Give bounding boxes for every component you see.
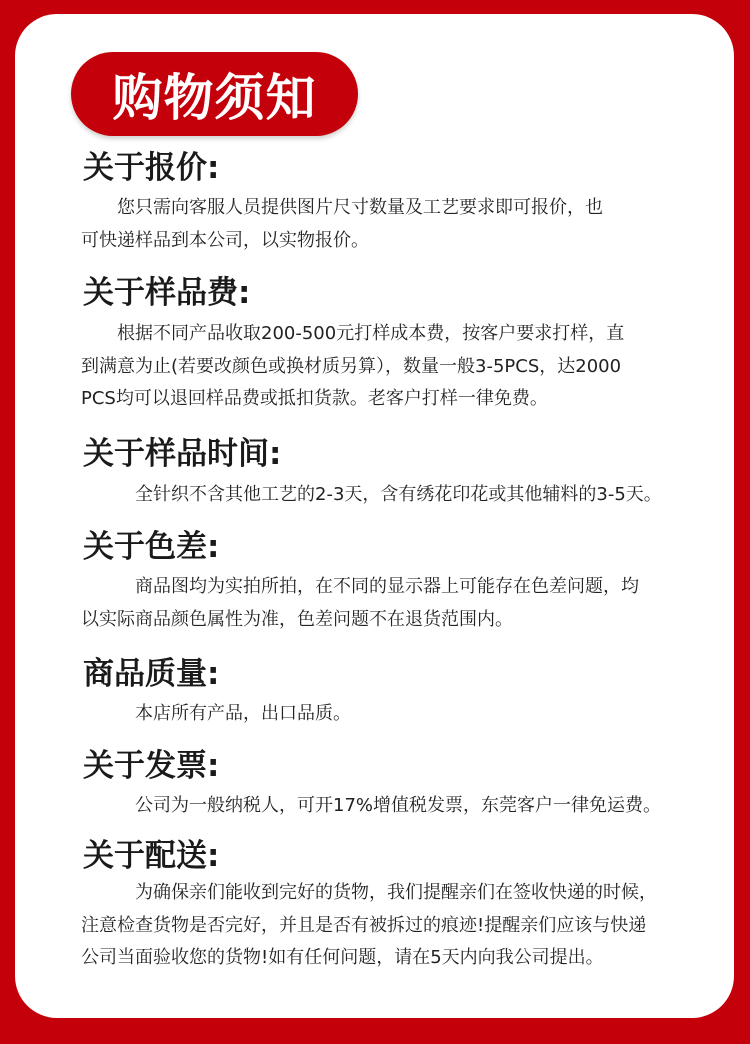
section-body-delivery <box>81 877 711 975</box>
section-body-color-difference <box>81 571 711 636</box>
section-line: 公司为一般纳税人，可开17%增值税发票，东莞客户一律免运费。 <box>81 795 662 816</box>
section-line: 商品图均为实拍所拍，在不同的显示器上可能存在色差问题，均 <box>81 576 639 597</box>
section-heading-quote: 关于报价: <box>83 150 220 186</box>
section-heading-sample-time: 关于样品时间: <box>83 436 282 472</box>
section-line: 根据不同产品收取200-500元打样成本费，按客户要求打样，直 <box>81 323 625 344</box>
section-line: 以实际商品颜色属性为准，色差问题不在退货范围内。 <box>81 608 513 630</box>
section-line: 您只需向客服人员提供图片尺寸数量及工艺要求即可报价，也 <box>81 197 603 218</box>
section-line: 到满意为止(若要改颜色或换材质另算），数量一般3-5PCS，达2000 <box>81 355 622 377</box>
section-heading-quality: 商品质量: <box>83 656 220 692</box>
title-banner <box>71 52 358 136</box>
section-line: 全针织不含其他工艺的2-3天，含有绣花印花或其他辅料的3-5天。 <box>81 484 662 505</box>
page-title: 购物须知 <box>112 69 317 127</box>
section-heading-delivery: 关于配送: <box>83 838 220 874</box>
section-line: PCS均可以退回样品费或抵扣货款。老客户打样一律免费。 <box>81 388 548 409</box>
section-heading-sample-fee: 关于样品费: <box>83 275 251 311</box>
section-heading-invoice: 关于发票: <box>83 748 220 784</box>
section-body-sample-time <box>81 479 711 512</box>
section-line: 公司当面验收您的货物!如有任何问题，请在5天内向我公司提出。 <box>81 947 604 968</box>
section-body-quote <box>81 192 711 257</box>
section-heading-color-difference: 关于色差: <box>83 529 220 565</box>
section-line: 本店所有产品，出口品质。 <box>81 703 351 724</box>
section-body-sample-fee <box>81 318 711 416</box>
section-line: 可快递样品到本公司，以实物报价。 <box>81 229 369 251</box>
section-body-invoice <box>81 790 711 823</box>
section-line: 为确保亲们能收到完好的货物，我们提醒亲们在签收快递的时候， <box>81 882 657 903</box>
section-line: 注意检查货物是否完好，并且是否有被拆过的痕迹!提醒亲们应该与快递 <box>81 914 647 936</box>
section-body-quality <box>81 698 711 731</box>
